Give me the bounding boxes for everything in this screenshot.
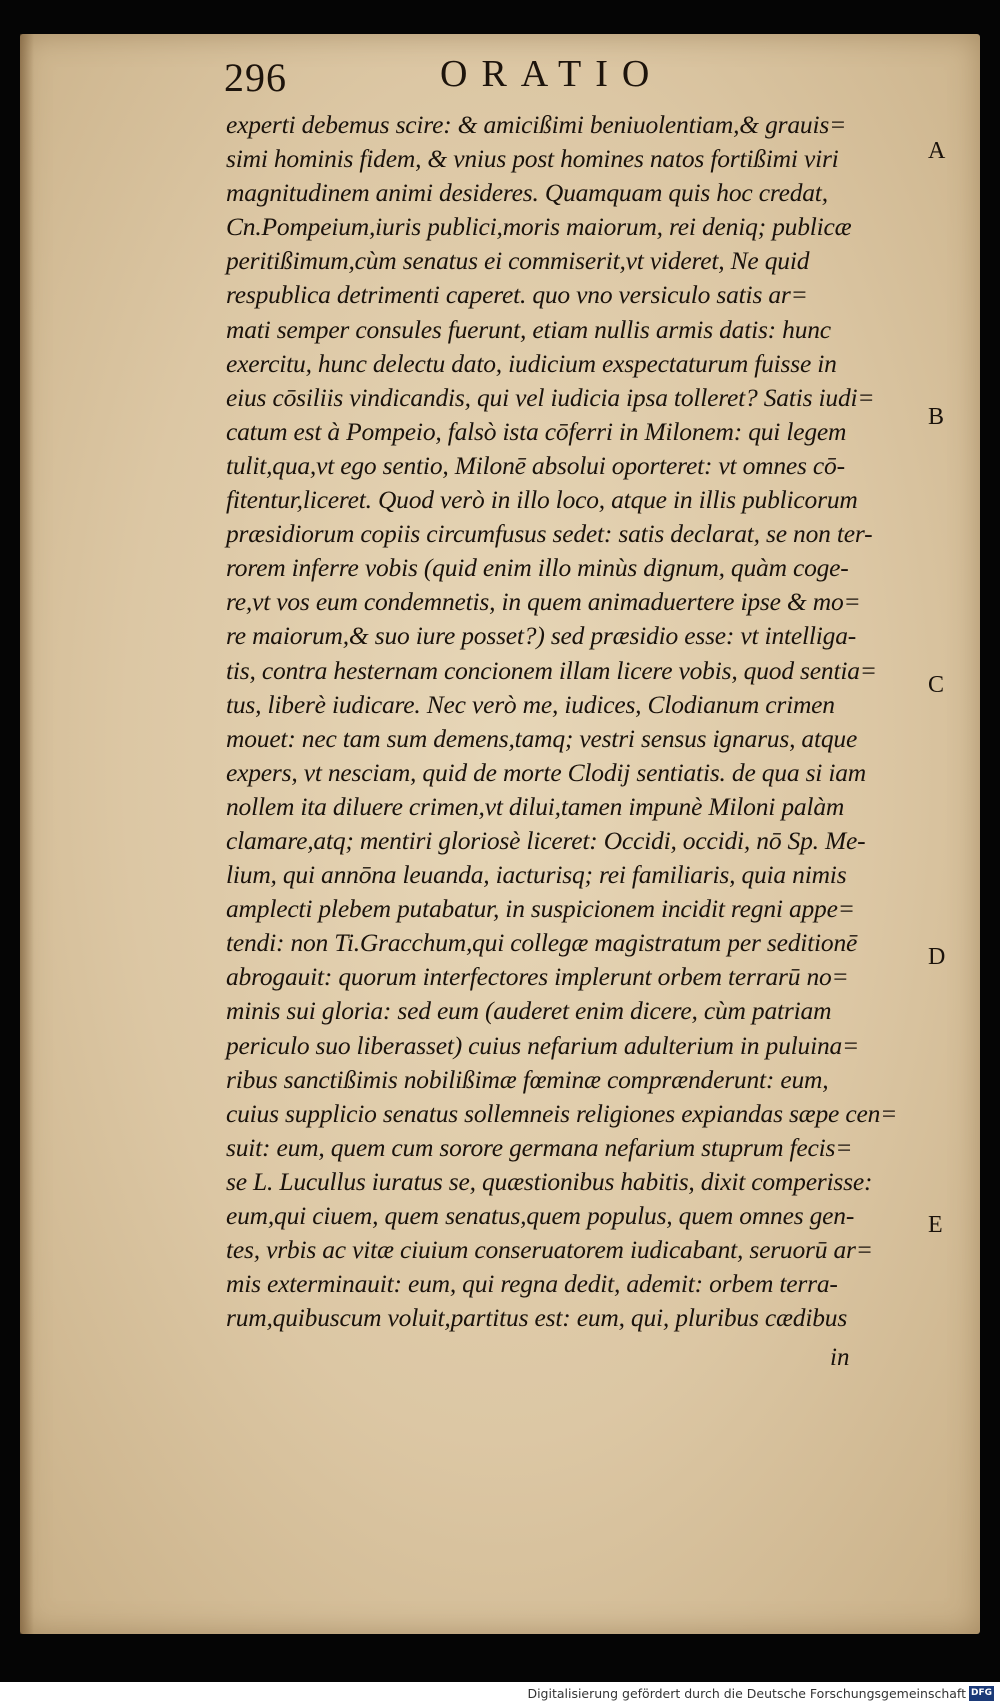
text-line: magnitudinem animi desideres. Quamquam quis hoc credat, xyxy=(226,178,828,208)
page-edge-shadow xyxy=(20,34,34,1634)
text-line: ribus sanctißimis nobilißimæ fœminæ comprænderunt: eum, xyxy=(226,1064,829,1094)
text-line: experti debemus scire: & amicißimi beniuolentiam,& grauis= xyxy=(226,110,847,139)
text-line: tulit,qua,vt ego sentio, Milonē absolui oporteret: vt omnes cō- xyxy=(226,450,845,480)
running-head: ORATIO xyxy=(440,53,664,95)
text-line: mati semper consules fuerunt, etiam nullis armis datis: hunc xyxy=(226,314,831,344)
text-line: tes, vrbis ac vitæ ciuium conseruatorem iudicabant, seruorū ar= xyxy=(226,1235,873,1265)
text-line: se L. Lucullus iuratus se, quæstionibus habitis, dixit comperisse: xyxy=(226,1166,873,1196)
text-line: minis sui gloria: sed eum (auderet enim dicere, cùm patriam xyxy=(226,996,832,1026)
margin-letter-e: E xyxy=(928,1212,943,1238)
text-line: abrogauit: quorum interfectores implerunt orbem terrarū no= xyxy=(226,962,849,992)
text-line: rorem inferre vobis (quid enim illo minùs dignum, quàm coge- xyxy=(226,553,849,583)
text-line: exercitu, hunc delectu dato, iudicium exspectaturum fuisse in xyxy=(226,348,837,378)
text-line: suit: eum, quem cum sorore germana nefarium stuprum fecis= xyxy=(226,1132,853,1162)
margin-letter-d: D xyxy=(928,944,946,970)
text-line: respublica detrimenti caperet. quo vno versiculo satis ar= xyxy=(226,280,808,310)
text-line: nollem ita diluere crimen,vt dilui,tamen impunè Miloni palàm xyxy=(226,791,845,821)
catchword: in xyxy=(830,1344,850,1371)
text-line: Cn.Pompeium,iuris publici,moris maiorum, rei deniq; publicæ xyxy=(226,212,852,242)
text-line: cuius supplicio senatus sollemneis religiones expiandas sæpe cen= xyxy=(226,1098,898,1128)
text-line: eum,qui ciuem, quem senatus,quem populus, quem omnes gen- xyxy=(226,1201,855,1230)
page-number: 296 xyxy=(224,55,287,100)
text-line: rum,quibuscum voluit,partitus est: eum, qui, pluribus cædibus xyxy=(226,1303,848,1333)
margin-letter-c: C xyxy=(928,672,945,698)
text-line: periculo suo liberasset) cuius nefarium adulterium in puluina= xyxy=(226,1030,860,1060)
dfg-logo: DFG xyxy=(969,1686,994,1701)
body-text xyxy=(226,108,898,1335)
text-line: amplecti plebem putabatur, in suspicionem incidit regni appe= xyxy=(226,894,855,924)
footer-bar xyxy=(0,1682,1000,1707)
text-line: mouet: nec tam sum demens,tamq; vestri sensus ignarus, atque xyxy=(226,723,858,753)
text-line: tis, contra hesternam concionem illam licere vobis, quod sentia= xyxy=(226,655,877,685)
text-line: lium, qui annōna leuanda, iacturisq; rei familiaris, quia nimis xyxy=(226,860,847,890)
text-line: catum est à Pompeio, falsò ista cōferri in Milonem: qui legem xyxy=(226,416,847,446)
text-line: mis exterminauit: eum, qui regna dedit, ademit: orbem terra- xyxy=(226,1269,838,1299)
text-line: fitentur,liceret. Quod verò in illo loco, atque in illis publicorum xyxy=(226,485,858,515)
funding-credit: Digitalisierung gefördert durch die Deutsche Forschungsgemeinschaft xyxy=(527,1686,966,1701)
text-line: clamare,atq; mentiri gloriosè liceret: Occidi, occidi, nō Sp. Me- xyxy=(226,825,866,855)
text-line: tus, liberè iudicare. Nec verò me, iudices, Clodianum crimen xyxy=(226,689,835,719)
text-line: re,vt vos eum condemnetis, in quem animaduertere ipse & mo= xyxy=(226,587,861,617)
margin-letter-b: B xyxy=(928,404,945,430)
text-line: peritißimum,cùm senatus ei commiserit,vt videret, Ne quid xyxy=(226,246,810,276)
text-line: re maiorum,& suo iure posset?) sed præsidio esse: vt intelliga- xyxy=(226,621,857,651)
text-line: præsidiorum copiis circumfusus sedet: satis declarat, se non ter- xyxy=(226,519,873,549)
text-line: expers, vt nesciam, quid de morte Clodij sentiatis. de qua si iam xyxy=(226,757,867,787)
text-line: eius cōsiliis vindicandis, qui vel iudicia ipsa tolleret? Satis iudi= xyxy=(226,382,875,412)
text-line: simi hominis fidem, & vnius post homines natos fortißimi viri xyxy=(226,144,839,174)
text-line: tendi: non Ti.Gracchum,qui collegæ magistratum per seditionē xyxy=(226,928,858,958)
margin-letter-a: A xyxy=(928,138,946,164)
